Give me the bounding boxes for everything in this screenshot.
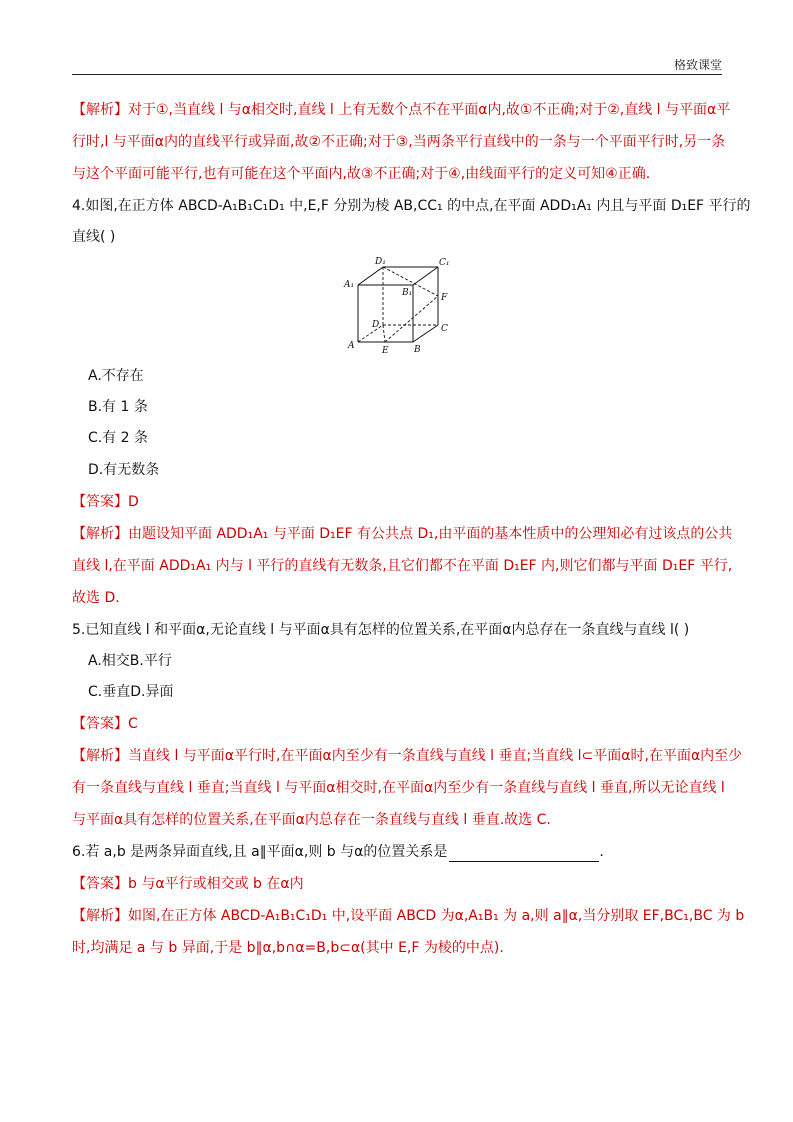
q4-stem-line-2: 直线( ) (72, 229, 116, 245)
q4-option-b: B.有 1 条 (88, 399, 148, 415)
label-e: E (382, 346, 389, 356)
label-d: D (372, 320, 380, 330)
q6-stem-end: . (599, 844, 604, 860)
q4-answer (72, 492, 139, 512)
label-c1: C₁ (439, 258, 450, 268)
q4-answer-value: D (128, 494, 139, 510)
q5-options-line-2: C.垂直D.异面 (88, 684, 174, 700)
label-c: C (441, 324, 448, 334)
q3-analysis-text-1: 对于①,当直线 l 与α相交时,直线 l 上有无数个点不在平面α内,故①不正确;对于②,直线 l 与平面α平 (128, 102, 731, 118)
q5-answer-value: C (128, 716, 138, 732)
q6-answer (72, 874, 304, 894)
label-a1: A₁ (344, 280, 355, 290)
q3-analysis-line-3: 与这个平面可能平行,也有可能在这个平面内,故③不正确;对于④,由线面平行的定义可知④正确. (72, 166, 651, 182)
q4-analysis-line-1 (72, 524, 732, 544)
q6-analysis-label: 【解析】 (72, 908, 128, 924)
label-b1: B₁ (402, 288, 413, 298)
q6-stem-text: 6.若 a,b 是两条异面直线,且 a∥平面α,则 b 与α的位置关系是 (72, 844, 448, 860)
label-d1: D₁ (375, 257, 386, 267)
q4-answer-label: 【答案】 (72, 494, 128, 510)
q6-answer-label: 【答案】 (72, 876, 128, 892)
q5-analysis-line-2: 有一条直线与直线 l 垂直;当直线 l 与平面α相交时,在平面α内至少有一条直线与直线 l 垂直,所以无论直线 l (72, 780, 725, 796)
edge-ad-hidden (358, 325, 383, 342)
segment-de (383, 325, 385, 342)
q4-analysis-text-1: 由题设知平面 ADD₁A₁ 与平面 D₁EF 有公共点 D₁,由平面的基本性质中的公理知必有过该点的公共 (128, 526, 733, 542)
q6-analysis-text-1: 如图,在正方体 ABCD-A₁B₁C₁D₁ 中,设平面 ABCD 为α,A₁B₁ 为 a,则 a∥α,当分别取 EF,BC₁,BC 为 b (128, 908, 745, 924)
q4-analysis-line-3: 故选 D. (72, 590, 120, 606)
q5-analysis-text-1: 当直线 l 与平面α平行时,在平面α内至少有一条直线与直线 l 垂直;当直线 l⊂平面α时,在平面α内至少 (128, 748, 743, 764)
edge-bc (413, 325, 438, 342)
q5-analysis-line-1 (72, 746, 742, 766)
q4-analysis-line-2: 直线 l,在平面 ADD₁A₁ 内与 l 平行的直线有无数条,且它们都不在平面 D₁EF 内,则它们都与平面 D₁EF 平行, (72, 558, 733, 574)
q4-option-c: C.有 2 条 (88, 430, 149, 446)
segment-ef (385, 296, 438, 342)
q3-analysis-line-2: 行时,l 与平面α内的直线平行或异面,故②不正确;对于③,当两条平行直线中的一条与一个平面平行时,另一条 (72, 134, 726, 150)
edge-a1d1 (358, 267, 383, 285)
q5-analysis-label: 【解析】 (72, 748, 128, 764)
q6-analysis-line-2: 时,均满足 a 与 b 异面,于是 b∥α,b∩α=B,b⊂α(其中 E,F 为棱的中点). (72, 940, 504, 956)
cube-figure (338, 255, 456, 360)
q6-analysis-line-1 (72, 906, 744, 926)
cube-diagram (338, 255, 456, 360)
q4-stem-line-1: 4.如图,在正方体 ABCD-A₁B₁C₁D₁ 中,E,F 分别为棱 AB,CC₁ 的中点,在平面 ADD₁A₁ 内且与平面 D₁EF 平行的 (72, 198, 751, 214)
q5-answer-label: 【答案】 (72, 716, 128, 732)
label-f: F (441, 293, 448, 303)
q3-analysis-label: 【解析】 (72, 102, 128, 118)
label-b: B (414, 345, 421, 355)
q6-stem (72, 842, 604, 862)
q6-answer-value: b 与α平行或相交或 b 在α内 (128, 876, 304, 892)
q5-stem: 5.已知直线 l 和平面α,无论直线 l 与平面α具有怎样的位置关系,在平面α内总存在一条直线与直线 l( ) (72, 622, 690, 638)
q4-analysis-label: 【解析】 (72, 526, 128, 542)
edge-b1c1 (413, 267, 438, 285)
page-header (72, 56, 722, 75)
q5-options-line-1: A.相交B.平行 (88, 653, 172, 669)
q4-option-d: D.有无数条 (88, 462, 160, 478)
q3-analysis-line-1 (72, 100, 730, 120)
q5-analysis-line-3: 与平面α具有怎样的位置关系,在平面α内总存在一条直线与直线 l 垂直.故选 C. (72, 812, 551, 828)
q4-option-a: A.不存在 (88, 368, 144, 384)
q5-answer (72, 714, 138, 734)
header-title: 格致课堂 (673, 58, 722, 72)
q6-answer-blank (449, 847, 599, 862)
label-a: A (348, 341, 355, 351)
